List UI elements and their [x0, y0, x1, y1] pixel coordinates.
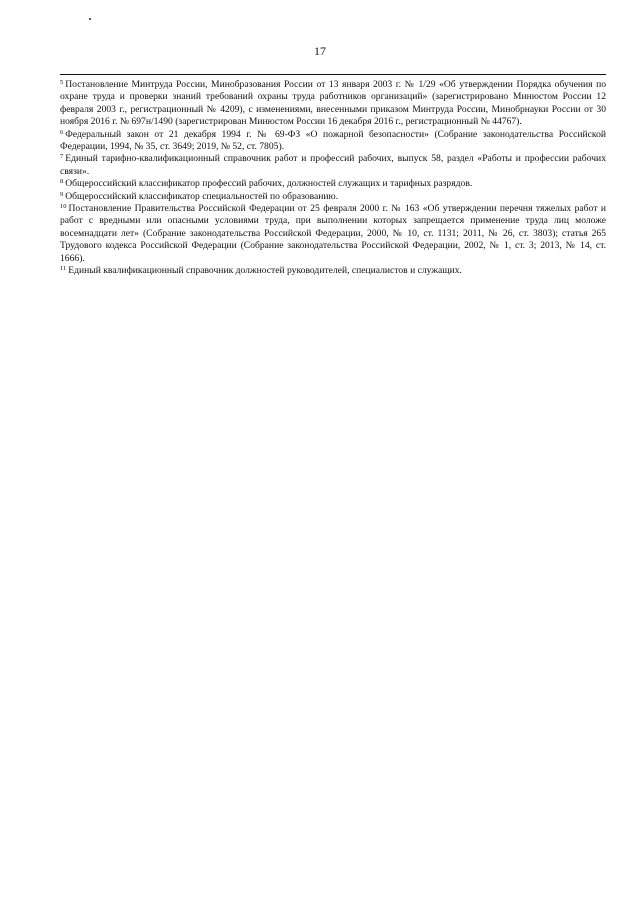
footnote-8 [60, 178, 606, 190]
footnote-11 [60, 265, 606, 277]
footnote-text: Постановление Минтруда России, Минобразования России от 13 января 2003 г. № 1/29 «Об утверждении Порядка обучения по охране труда и проверки знаний требований охраны труда работников организаций» (зарегистрировано Минюстом России 12 февраля 2003 г., регистрационный № 4209), с изменениями, внесенными приказом Минтруда России, Минобрнауки России от 30 ноября 2016 г. № 697н/1490 (зарегистрирован Минюстом России 16 декабря 2016 г., регистрационный № 44767). [60, 79, 606, 128]
footnote-text: Общероссийский классификатор профессий рабочих, должностей служащих и тарифных разрядов. [65, 178, 473, 190]
page-number: 17 [314, 44, 326, 58]
footnote-mark: 9 [60, 190, 64, 198]
footnote-mark: 5 [60, 79, 64, 86]
footnote-text: Общероссийский классификатор специальностей по образованию. [65, 190, 339, 202]
footnote-text: Федеральный закон от 21 декабря 1994 г. № 69-ФЗ «О пожарной безопасности» (Собрание законодательства Российской Федерации, 1994, № 35, ст. 3649; 2019, № 52, ст. 7805). [60, 128, 606, 153]
footnote-mark: 11 [60, 265, 67, 273]
footnote-mark: 6 [60, 128, 64, 136]
footnote-mark: 7 [60, 153, 64, 161]
footnote-text: Единый тарифно-квалификационный справочник работ и профессий рабочих, выпуск 58, раздел «Работы и профессии рабочих связи». [60, 153, 606, 177]
footnote-text: Единый квалификационный справочник должностей руководителей, специалистов и служащих. [68, 265, 462, 277]
footnote-9 [60, 191, 606, 203]
footnote-mark: 10 [60, 203, 67, 211]
footnote-10 [60, 203, 606, 265]
footnote-5 [60, 79, 606, 129]
footnote-text: Постановление Правительства Российской Федерации от 25 февраля 2000 г. № 163 «Об утверждении перечня тяжелых работ и работ с вредными или опасными условиями труда, при выполнении которых запрещается применение труда лиц моложе восемнадцати лет» (Собрание законодательства Российской Федерации, 2000, № 10, ст. 1131; 2011, № 26, ст. 3803); статья 265 Трудового кодекса Российской Федерации (Собрание законодательства Российской Федерации, 2002, № 1, ст. 3; 2013, № 14, ст. 1666). [60, 203, 606, 264]
footnote-separator [60, 74, 606, 75]
footnotes-section [60, 79, 606, 278]
footnote-7 [60, 153, 606, 178]
footnote-mark: 8 [60, 178, 64, 186]
scan-speck [89, 18, 91, 20]
footnote-6 [60, 129, 606, 154]
